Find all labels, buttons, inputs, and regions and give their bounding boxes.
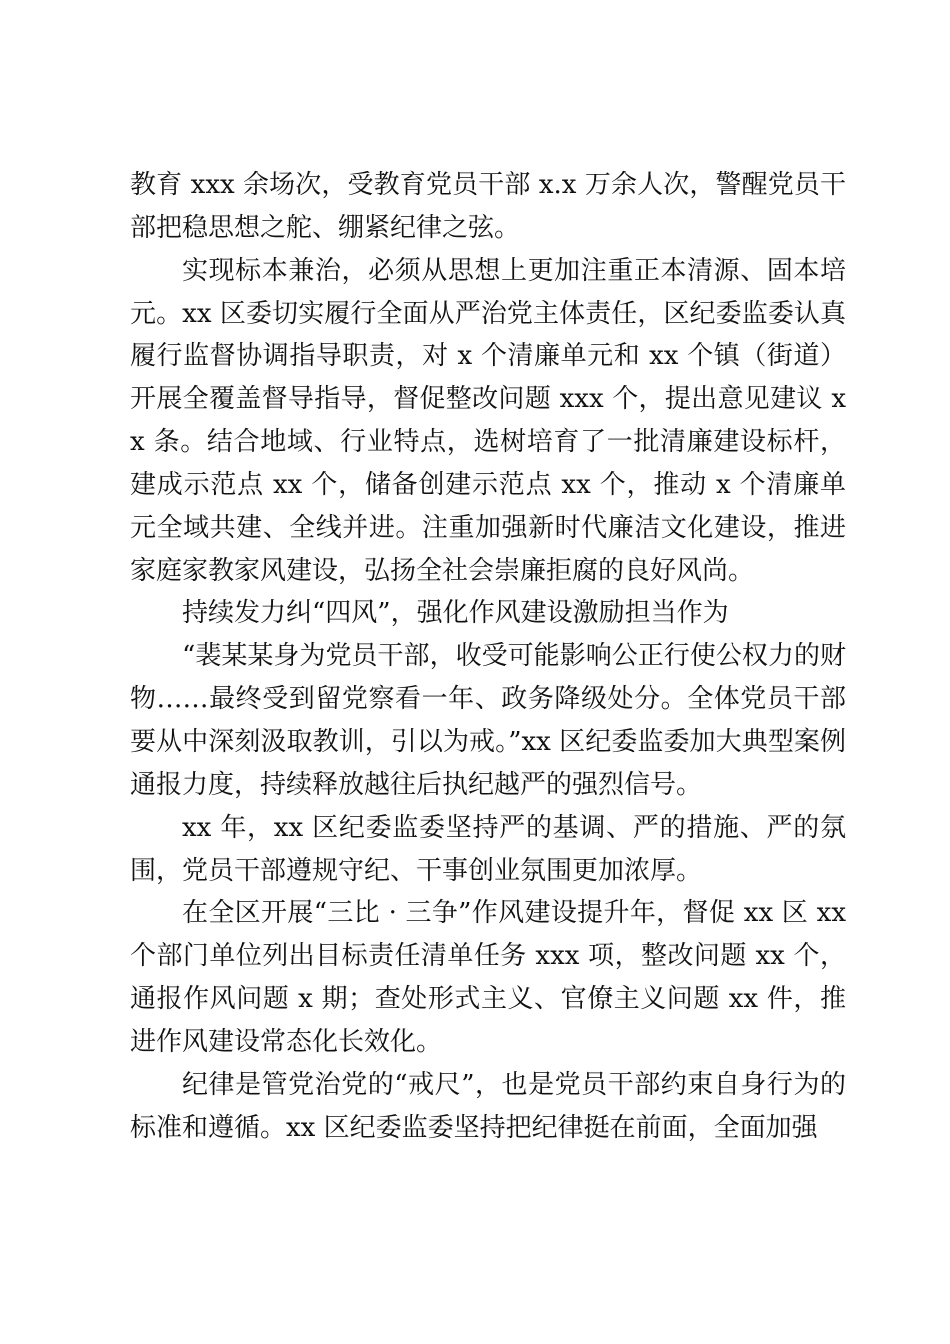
paragraph-root-and-branch: 实现标本兼治，必须从思想上更加注重正本清源、固本培元。xx 区委切实履行全面从严治党主体责任，区纪委监委认真履行监督协调指导职责，对 x 个清廉单元和 xx 个镇（街道）开展全覆盖督导指导，督促整改问题 xxx 个，提出意见建议 xx 条。结合地域、行业特点，选树培育了一批清廉建设标杆，建成示范点 xx 个，储备创建示范点 xx 个，推动 x 个清廉单元全域共建、全线并进。注重加强新时代廉洁文化建设，推进家庭家教家风建设，弘扬全社会崇廉拒腐的良好风尚。 [130,255,846,586]
paragraph-continuation: 教育 xxx 余场次，受教育党员干部 x.x 万余人次，警醒党员干部把稳思想之舵、绷紧纪律之弦。 [130,170,846,243]
section-heading-four-winds: 持续发力纠“四风”，强化作风建设激励担当作为 [182,598,729,629]
document-body [130,164,846,1149]
paragraph-case-notice: “裴某某身为党员干部，收受可能影响公正行使公权力的财物……最终受到留党察看一年、政务降级处分。全体党员干部要从中深刻汲取教训，引以为戒。”xx 区纪委监委加大典型案例通报力度，持续释放越往后执纪越严的强烈信号。 [130,641,846,800]
paragraph-strict-tone: xx 年，xx 区纪委监委坚持严的基调、严的措施、严的氛围，党员干部遵规守纪、干事创业氛围更加浓厚。 [130,812,846,886]
paragraph-style-campaign: 在全区开展“三比 · 三争”作风建设提升年，督促 xx 区 xx 个部门单位列出目标责任清单任务 xxx 项，整改问题 xx 个，通报作风问题 x 期；查处形式主义、官僚主义问题 xx 件，推进作风建设常态化长效化。 [130,898,846,1057]
paragraph-discipline-ruler: 纪律是管党治党的“戒尺”，也是党员干部约束自身行为的标准和遵循。xx 区纪委监委坚持把纪律挺在前面，全面加强 [130,1069,846,1143]
